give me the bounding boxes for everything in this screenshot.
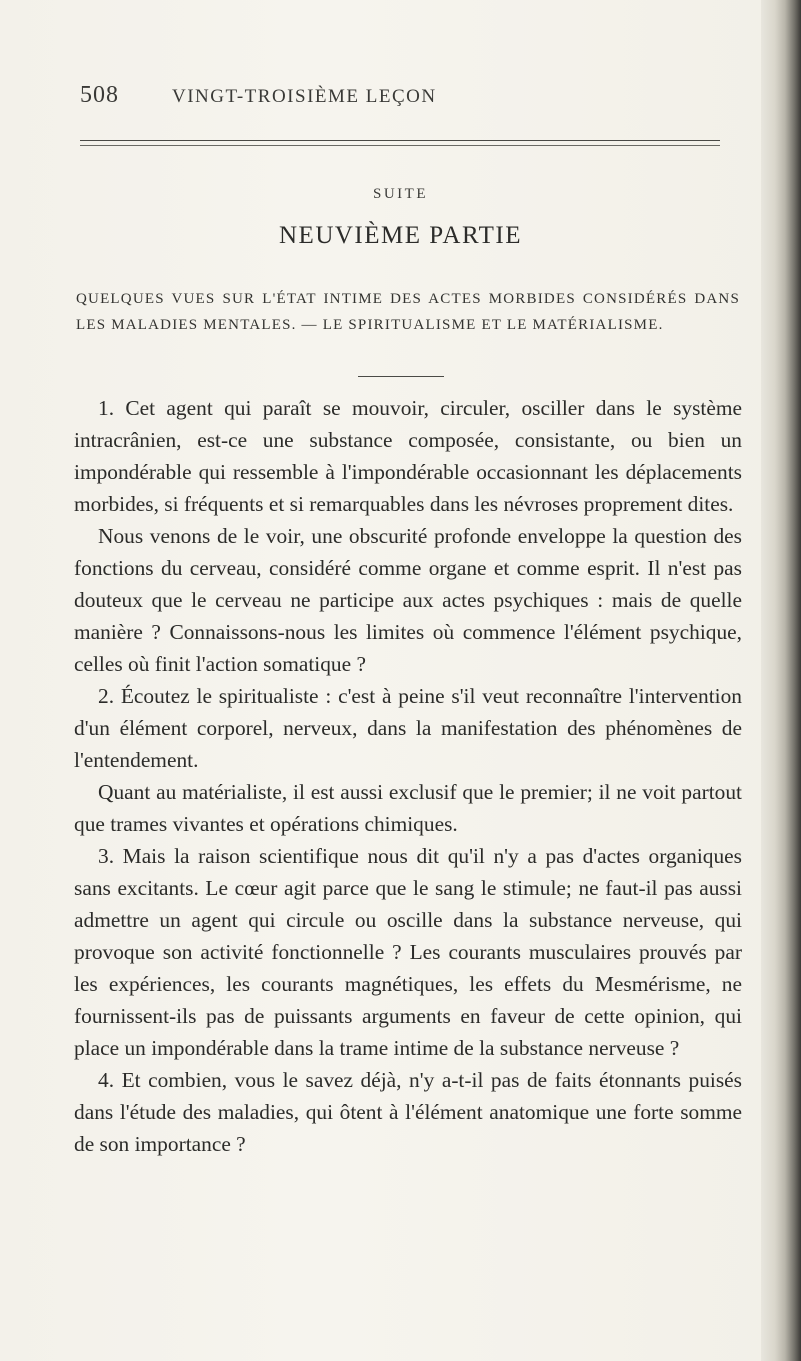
section-divider bbox=[358, 376, 444, 377]
suite-label: SUITE bbox=[373, 186, 428, 202]
paragraph-5: 3. Mais la raison scientifique nous dit qu'il n'y a pas d'actes organiques sans excitants. Le cœur agit parce que le sang le stimule; ne faut-il pas aussi admettre un agent qui circule ou oscille dans la substance nerveuse, qui provoque son activité fonctionnelle ? Les courants musculaires prouvés par les expériences, les courants magnétiques, les effets du Mesmérisme, ne fournissent-ils pas de puissants arguments en faveur de cette opinion, qui place un impondérable dans la trame intime de la substance nerveuse ? bbox=[74, 844, 742, 1060]
paragraph-3: 2. Écoutez le spiritualiste : c'est à peine s'il veut reconnaître l'intervention d'un élément corporel, nerveux, dans la manifestation des phénomènes de l'entendement. bbox=[74, 684, 742, 772]
header-double-rule bbox=[80, 140, 720, 146]
section-summary: QUELQUES VUES SUR L'ÉTAT INTIME DES ACTES MORBIDES CONSIDÉRÉS DANS LES MALADIES MENTALES. — LE SPIRITUALISME ET LE MATÉRIALISME. bbox=[76, 291, 740, 333]
body-text bbox=[74, 392, 742, 1160]
paragraph-6: 4. Et combien, vous le savez déjà, n'y a-t-il pas de faits étonnants puisés dans l'étude des maladies, qui ôtent à l'élément anatomique une forte somme de son importance ? bbox=[74, 1068, 742, 1156]
paragraph-1: 1. Cet agent qui paraît se mouvoir, circuler, osciller dans le système intracrânien, est-ce une substance composée, consistante, ou bien un impondérable qui ressemble à l'impondérable occasionnant les déplacements morbides, si fréquents et si remarquables dans les névroses proprement dites. bbox=[74, 396, 742, 516]
running-head bbox=[80, 82, 740, 118]
part-title: NEUVIÈME PARTIE bbox=[279, 222, 522, 249]
book-binding-edge bbox=[761, 0, 801, 1361]
paragraph-2: Nous venons de le voir, une obscurité profonde enveloppe la question des fonctions du cerveau, considéré comme organe et comme esprit. Il n'est pas douteux que le cerveau ne participe aux actes psychiques : mais de quelle manière ? Connaissons-nous les limites où commence l'élément psychique, celles où finit l'action somatique ? bbox=[74, 524, 742, 676]
page-number: 508 bbox=[80, 82, 119, 108]
paragraph-4: Quant au matérialiste, il est aussi exclusif que le premier; il ne voit partout que trames vivantes et opérations chimiques. bbox=[74, 780, 742, 836]
running-title: VINGT-TROISIÈME LEÇON bbox=[172, 86, 437, 107]
